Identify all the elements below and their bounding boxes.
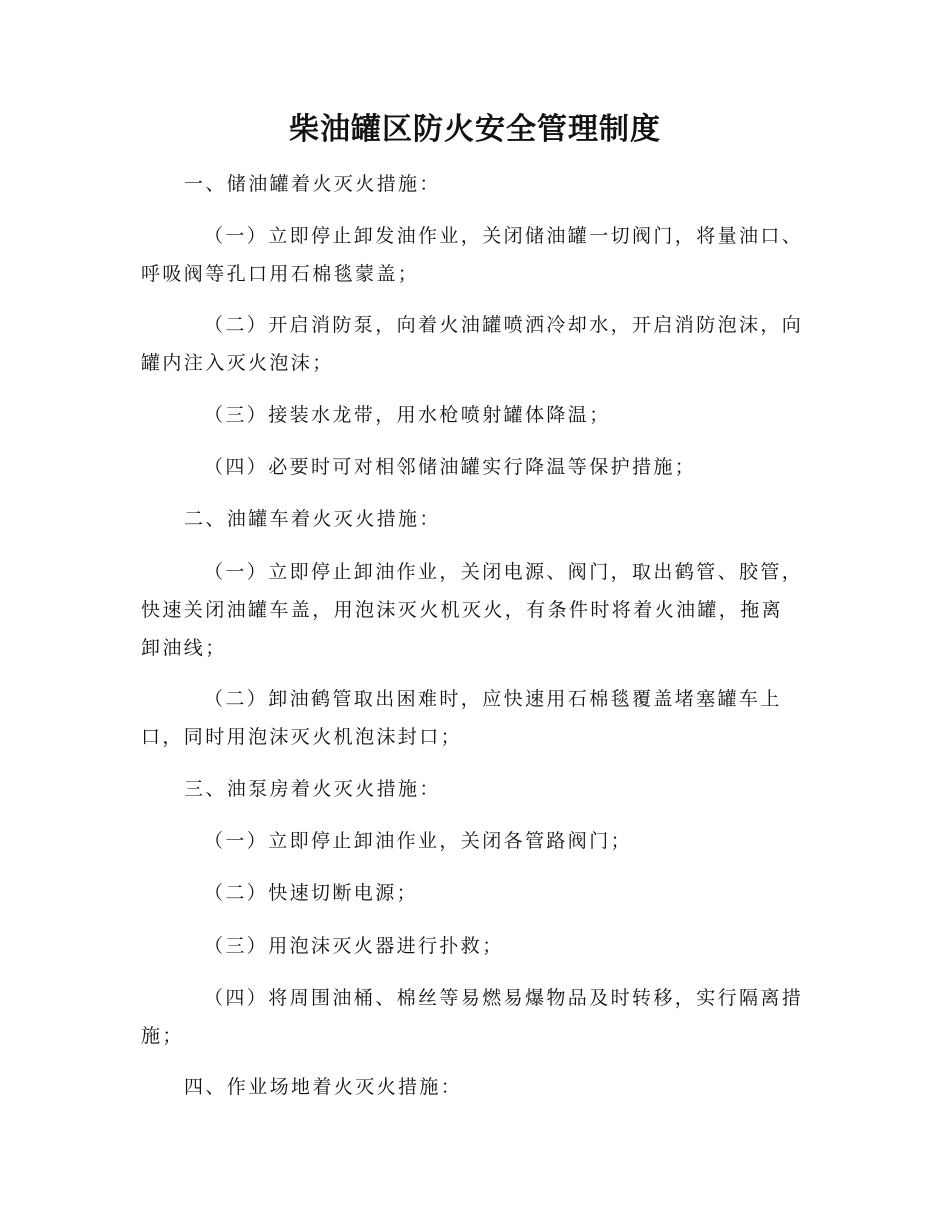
item-line: （四）将周围油桶、棉丝等易燃易爆物品及时转移，实行隔离措 bbox=[204, 987, 804, 1009]
section-2-item-2 bbox=[141, 680, 782, 756]
item-line: （一）立即停止卸油作业，关闭各管路阀门； bbox=[204, 830, 633, 852]
document-title: 柴油罐区防火安全管理制度 bbox=[289, 112, 661, 147]
section-3-item-2 bbox=[141, 874, 418, 912]
section-3-item-4 bbox=[141, 979, 803, 1055]
section-3-item-3 bbox=[141, 927, 504, 965]
heading-text: 二、油罐车着火灭火措施： bbox=[184, 508, 441, 530]
heading-text: 一、储油罐着火灭火措施： bbox=[184, 173, 441, 195]
item-line: （一）立即停止卸油作业，关闭电源、阀门，取出鹤管、胶管， bbox=[204, 561, 804, 583]
item-line: （二）卸油鹤管取出困难时，应快速用石棉毯覆盖堵塞罐车上 bbox=[204, 688, 782, 710]
section-1-item-3 bbox=[141, 396, 611, 434]
item-line: （二）开启消防泵，向着火油罐喷洒冷却水，开启消防泡沫，向 bbox=[204, 314, 804, 336]
item-line: （三）用泡沫灭火器进行扑救； bbox=[204, 935, 504, 957]
item-line: （四）必要时可对相邻储油罐实行降温等保护措施； bbox=[204, 456, 697, 478]
section-heading-4 bbox=[184, 1068, 462, 1106]
item-line: （一）立即停止卸发油作业，关闭储油罐一切阀门，将量油口、 bbox=[204, 225, 804, 247]
item-line: 卸油线； bbox=[141, 637, 227, 659]
section-heading-1 bbox=[184, 165, 441, 203]
heading-text: 三、油泵房着火灭火措施： bbox=[184, 778, 441, 800]
section-3-item-1 bbox=[141, 822, 632, 860]
item-line: 施； bbox=[141, 1025, 184, 1047]
item-line: （二）快速切断电源； bbox=[204, 882, 419, 904]
item-line: （三）接装水龙带，用水枪喷射罐体降温； bbox=[204, 404, 611, 426]
item-line: 呼吸阀等孔口用石棉毯蒙盖； bbox=[141, 263, 420, 285]
section-1-item-4 bbox=[141, 448, 696, 486]
section-2-item-1 bbox=[141, 553, 803, 667]
section-1-item-2 bbox=[141, 306, 803, 382]
section-heading-2 bbox=[184, 500, 441, 538]
heading-text: 四、作业场地着火灭火措施： bbox=[184, 1076, 463, 1098]
section-heading-3 bbox=[184, 770, 441, 808]
item-line: 罐内注入灭火泡沫； bbox=[141, 352, 334, 374]
item-line: 快速关闭油罐车盖，用泡沫灭火机灭火，有条件时将着火油罐，拖离 bbox=[141, 599, 784, 621]
item-line: 口，同时用泡沫灭火机泡沫封口； bbox=[141, 726, 463, 748]
section-1-item-1 bbox=[141, 217, 803, 293]
